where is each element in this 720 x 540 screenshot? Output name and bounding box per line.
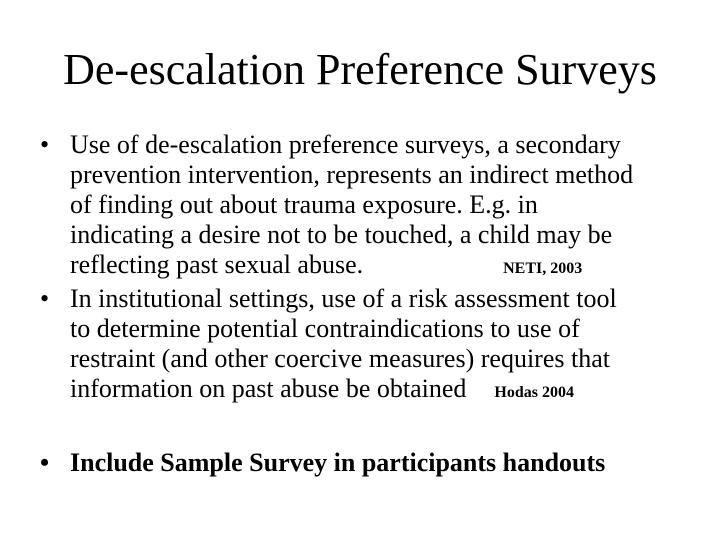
bullet-text-line: Use of de-escalation preference surveys, a secondary [70, 130, 621, 159]
bullet-text-line-with-citation [70, 250, 710, 284]
bullet-text-line: restraint (and other coercive measures) requires that [70, 344, 610, 373]
bullet-text-line: prevention intervention, represents an indirect method [70, 160, 634, 189]
citation-neti: NETI, 2003 [503, 260, 583, 277]
bullet-icon: • [40, 130, 50, 159]
bullet-text-line: information on past abuse be obtained [70, 374, 467, 403]
bullet-item-risk-assessment [40, 284, 710, 408]
bullet-icon: • [40, 284, 50, 313]
bullet-text-line: In institutional settings, use of a risk assessment tool [70, 284, 617, 313]
citation-hodas: Hodas 2004 [494, 384, 574, 401]
bullet-list [40, 130, 710, 478]
bullet-text-line: of finding out about trauma exposure. E.g. in [70, 190, 538, 219]
bullet-text-line: to determine potential contraindications to use of [70, 314, 580, 343]
bullet-item-sample-survey [40, 448, 710, 478]
bullet-text-line: reflecting past sexual abuse. [70, 250, 364, 279]
bullet-text-line: Include Sample Survey in participants handouts [70, 448, 606, 477]
bullet-icon: • [40, 448, 50, 477]
bullet-text-line: indicating a desire not to be touched, a child may be [70, 220, 613, 249]
slide-title: De-escalation Preference Surveys [63, 45, 657, 94]
bullet-text-line-with-citation [70, 374, 710, 408]
bullet-item-deescalation-surveys [40, 130, 710, 284]
